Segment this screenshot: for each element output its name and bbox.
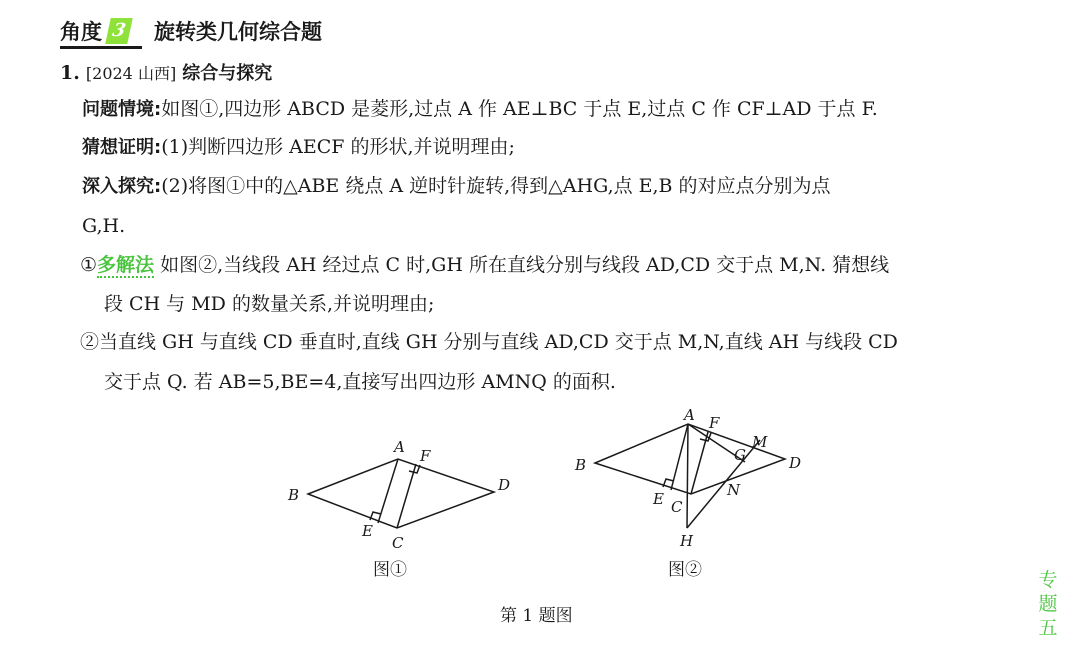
section-heading: [60, 14, 322, 48]
explore-label: 深入探究:: [82, 176, 162, 197]
problem-number: 1.: [60, 62, 80, 84]
fig2-label-b: B: [575, 456, 587, 474]
fig1-label-d: D: [498, 476, 511, 494]
sub2-line-2: 交于点 Q. 若 AB=5,BE=4,直接写出四边形 AMNQ 的面积.: [104, 371, 616, 393]
rhombus-abcd: [308, 459, 494, 528]
sub2-text-1: 当直线 GH 与直线 CD 垂直时,直线 GH 分别与直线 AD,CD 交于点 M,N,直线 AH 与线段 CD: [99, 331, 898, 353]
figure-1-diagram: [270, 430, 530, 560]
fig2-label-d: D: [789, 454, 802, 472]
heading-number-badge: 3: [105, 18, 133, 44]
conjecture-label: 猜想证明:: [82, 137, 162, 158]
explore-text-1: (2)将图①中的△ABE 绕点 A 逆时针旋转,得到△AHG,点 E,B 的对应点分别为点: [161, 175, 831, 197]
explore-line-1: [82, 171, 831, 202]
sub2-marker: ②: [80, 331, 100, 353]
heading-title: 旋转类几何综合题: [154, 19, 322, 44]
fig1-label-e: E: [362, 522, 373, 540]
segment-cf: [691, 432, 708, 494]
sub1-line-2: 段 CH 与 MD 的数量关系,并说明理由;: [104, 293, 435, 315]
fig2-label-n: N: [727, 481, 741, 499]
segment-cf: [397, 464, 416, 528]
scenario-line: [82, 94, 878, 125]
explore-line-2: G,H.: [82, 215, 126, 237]
sub2-line-1: [80, 327, 898, 357]
fig2-label-m: M: [752, 433, 768, 451]
conjecture-text: (1)判断四边形 AECF 的形状,并说明理由;: [161, 136, 515, 158]
figure-2-diagram: [565, 400, 825, 560]
side-tab: 专题五: [1038, 569, 1058, 639]
sub1-text-1: 如图②,当线段 AH 经过点 C 时,GH 所在直线分别与线段 AD,CD 交于点 M,N. 猜想线: [160, 254, 890, 276]
problem-source: [2024 山西]: [85, 64, 177, 83]
sub1-line-1: [80, 250, 889, 280]
fig1-label-c: C: [392, 534, 404, 552]
conjecture-line: [82, 132, 515, 163]
line-gh: [687, 440, 760, 528]
sub1-marker: ①: [80, 254, 98, 276]
segment-ah: [687, 424, 688, 528]
right-angle-f: [700, 433, 711, 441]
fig1-label-b: B: [288, 486, 300, 504]
problem-header: [60, 58, 272, 89]
fig2-label-a: A: [684, 406, 695, 424]
figure-2-caption: 图②: [668, 560, 702, 580]
fig1-label-f: F: [420, 447, 431, 465]
figure-1-caption: 图①: [373, 560, 407, 580]
heading-underline: [60, 46, 142, 49]
heading-prefix: 角度: [60, 19, 102, 44]
fig2-label-h: H: [680, 532, 694, 550]
fig2-label-g: G: [734, 446, 746, 464]
multi-solution-tag: 多解法: [97, 254, 155, 276]
figures-caption: 第 1 题图: [500, 606, 573, 626]
fig2-label-c: C: [671, 498, 683, 516]
scenario-label: 问题情境:: [82, 99, 162, 120]
fig2-label-e: E: [653, 490, 664, 508]
problem-topic: 综合与探究: [182, 63, 273, 84]
fig1-label-a: A: [394, 438, 405, 456]
scenario-text: 如图①,四边形 ABCD 是菱形,过点 A 作 AE⊥BC 于点 E,过点 C 作 CF⊥AD 于点 F.: [161, 98, 878, 120]
segment-ae: [671, 424, 688, 490]
fig2-label-f: F: [709, 414, 720, 432]
